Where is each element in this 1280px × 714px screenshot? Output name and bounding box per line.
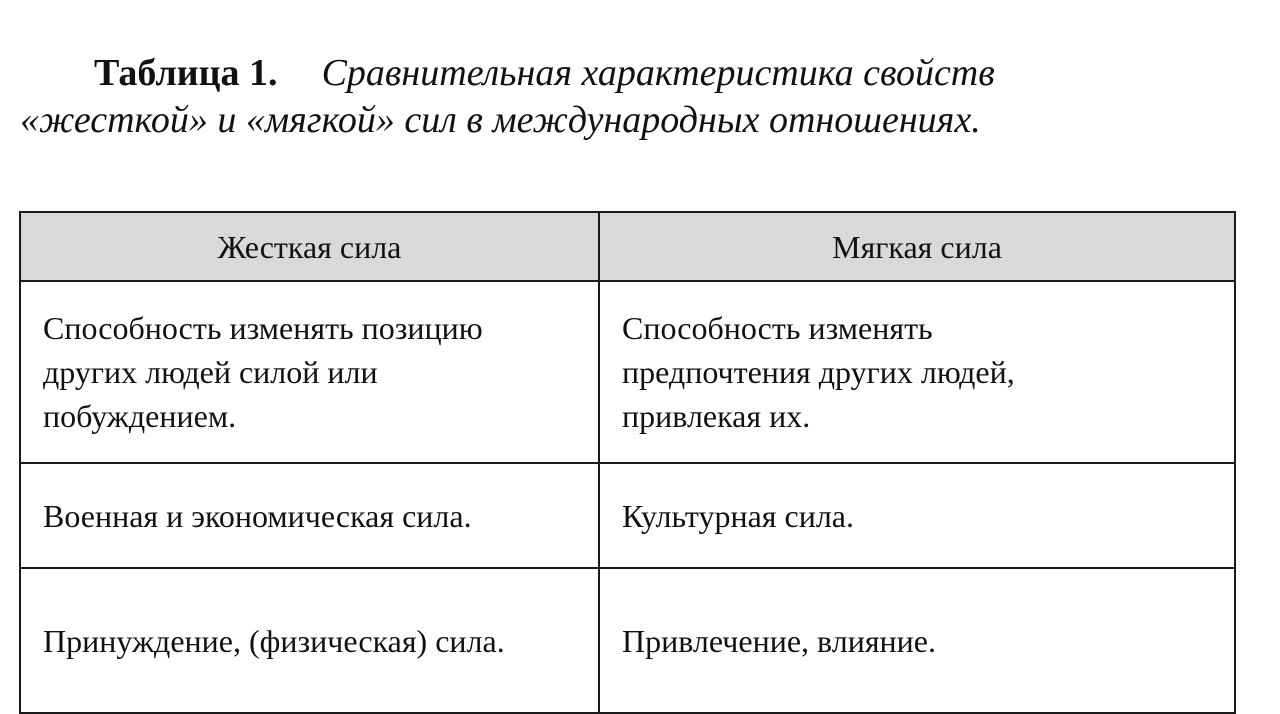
table-cell: Культурная сила. bbox=[599, 463, 1235, 568]
caption-title-part-1: Сравнительная характеристика свойств bbox=[321, 52, 995, 94]
table-header-row bbox=[20, 212, 1235, 281]
comparison-table bbox=[19, 211, 1236, 714]
table-cell: Военная и экономическая сила. bbox=[20, 463, 599, 568]
table-caption bbox=[20, 50, 1260, 144]
table-row bbox=[20, 463, 1235, 568]
table-cell: Способность изменять позицию других людей силой или побуждением. bbox=[20, 281, 599, 463]
table-row bbox=[20, 568, 1235, 713]
header-soft-power: Мягкая сила bbox=[599, 212, 1235, 281]
header-hard-power: Жесткая сила bbox=[20, 212, 599, 281]
table-cell: Способность изменять предпочтения других людей, привлекая их. bbox=[599, 281, 1235, 463]
caption-title-part-2: «жесткой» и «мягкой» сил в международных отношениях. bbox=[20, 99, 981, 141]
table-row bbox=[20, 281, 1235, 463]
table-cell: Принуждение, (физическая) сила. bbox=[20, 568, 599, 713]
caption-label: Таблица 1. bbox=[94, 52, 278, 94]
caption-line-1 bbox=[20, 50, 1260, 97]
table-cell: Привлечение, влияние. bbox=[599, 568, 1235, 713]
